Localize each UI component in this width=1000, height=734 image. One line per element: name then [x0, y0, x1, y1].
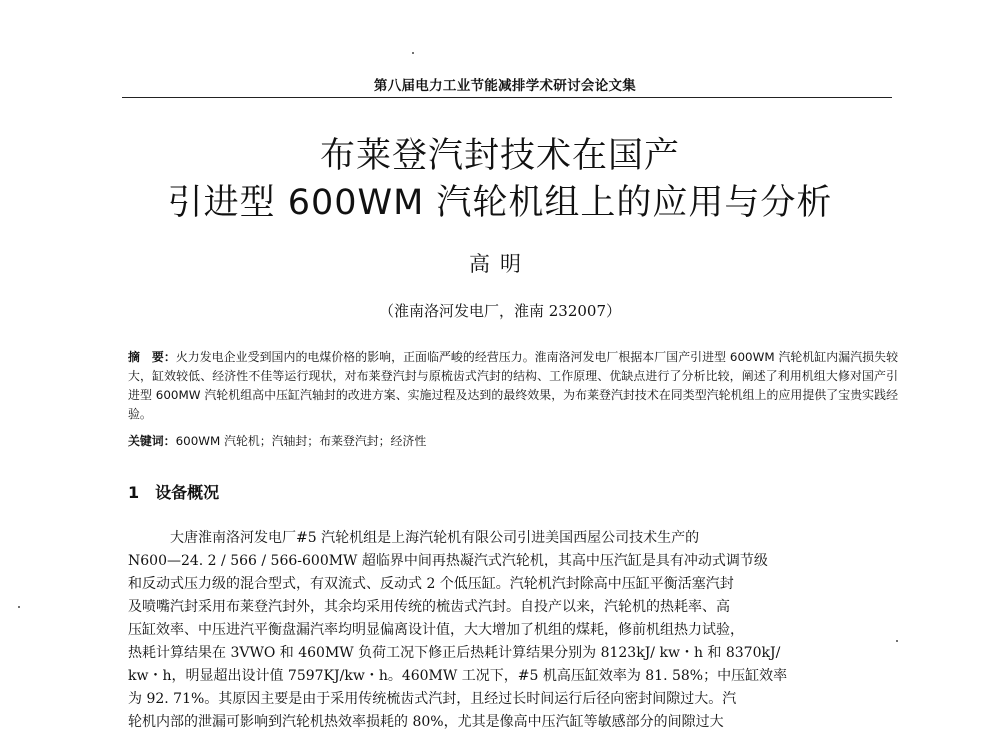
section-body	[128, 527, 890, 734]
body-line: N600—24. 2 / 566 / 566-600MW 超临界中间再热凝汽式汽轮机，其高中压汽缸是具有冲动式调节级	[128, 553, 768, 569]
author-affiliation: （淮南洛河发电厂，淮南 232007）	[378, 302, 622, 320]
section-heading: 1 设备概况	[128, 483, 220, 502]
abstract-text: 火力发电企业受到国内的电煤价格的影响，正面临严峻的经营压力。淮南洛河发电厂根据本厂国产引进型 600WM 汽轮机缸内漏汽损失较大，缸效较低、经济性不佳等运行现状，对布莱登汽封与原梳齿式汽封的结构、工作原理、优缺点进行了分析比较，阐述了利用机组大修对国产引进型 600MW 汽轮机组高中压缸汽轴封的改进方案、实施过程及达到的最终效果，为布莱登汽封技术在同类型汽轮机组上的应用提供了宝贵实践经验。	[128, 350, 898, 421]
abstract	[128, 348, 898, 424]
body-line: 热耗计算结果在 3VWO 和 460MW 负荷工况下修正后热耗计算结果分别为 8123kJ/ kw・h 和 8370kJ/	[128, 645, 781, 661]
keywords	[128, 432, 898, 451]
keywords-label: 关键词：	[128, 434, 176, 448]
body-line: 大唐淮南洛河发电厂#5 汽轮机组是上海汽轮机有限公司引进美国西屋公司技术生产的	[170, 530, 700, 546]
abstract-label: 摘 要：	[128, 350, 176, 364]
running-header: 第八届电力工业节能减排学术研讨会论文集	[373, 78, 637, 94]
body-line: 压缸效率、中压进汽平衡盘漏汽率均明显偏离设计值，大大增加了机组的煤耗，修前机组热力试验，	[128, 622, 744, 638]
body-line: 轮机内部的泄漏可影响到汽轮机热效率损耗的 80%，尤其是像高中压汽缸等敏感部分的间隙过大	[128, 714, 724, 730]
scan-speck	[18, 606, 20, 608]
header-rule	[122, 97, 892, 98]
body-line: 为 92. 71%。其原因主要是由于采用传统梳齿式汽封，且经过长时间运行后径向密封间隙过大。汽	[128, 691, 737, 707]
scan-speck	[896, 640, 898, 642]
keywords-text: 600WM 汽轮机；汽轴封；布莱登汽封；经济性	[175, 434, 427, 448]
title-line-2: 引进型 600WM 汽轮机组上的应用与分析	[167, 183, 833, 223]
title-line-1: 布莱登汽封技术在国产	[319, 136, 680, 176]
author-name: 高明	[469, 252, 531, 276]
body-line: 及喷嘴汽封采用布莱登汽封外，其余均采用传统的梳齿式汽封。自投产以来，汽轮机的热耗率、高	[128, 599, 730, 615]
scan-speck	[412, 52, 414, 54]
body-line: kw・h，明显超出设计值 7597KJ/kw・h。460MW 工况下，#5 机高压缸效率为 81. 58%；中压缸效率	[128, 668, 788, 684]
body-line: 和反动式压力级的混合型式，有双流式、反动式 2 个低压缸。汽轮机汽封除高中压缸平衡活塞汽封	[128, 576, 734, 592]
